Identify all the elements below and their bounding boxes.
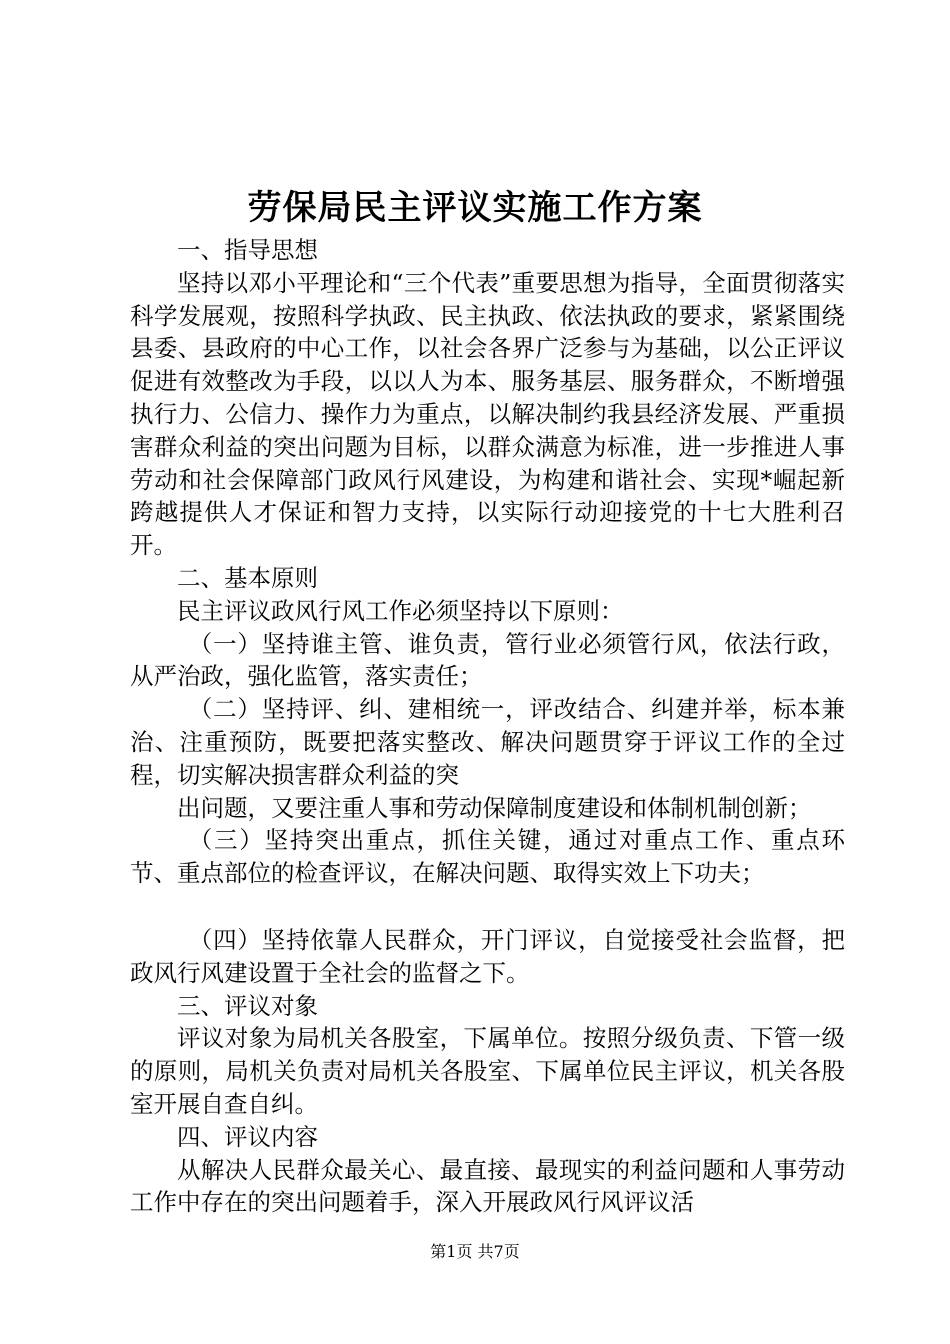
document-title: 劳保局民主评议实施工作方案: [247, 188, 703, 228]
paragraph-gap: [130, 890, 845, 924]
principle-item-3: （三）坚持突出重点，抓住关键，通过对重点工作、重点环节、重点部位的检查评议，在解决问题、取得实效上下功夫；: [130, 826, 845, 888]
section-heading-basic-principles: 二、基本原则: [177, 563, 318, 592]
principle-item-2: （二）坚持评、纠、建相统一，评改结合、纠建并举，标本兼治、注重预防，既要把落实整改、解决问题贯穿于评议工作的全过程，切实解决损害群众利益的突: [130, 695, 845, 789]
paragraph-principles-intro: 民主评议政风行风工作必须坚持以下原则：: [177, 596, 624, 625]
section-heading-guiding-ideology: 一、指导思想: [177, 236, 318, 264]
principle-item-2-continued: 出问题，又要注重人事和劳动保障制度建设和体制机制创新；: [177, 793, 812, 822]
principle-item-4: （四）坚持依靠人民群众，开门评议，自觉接受社会监督，把政风行风建设置于全社会的监督之下。: [130, 925, 845, 987]
section-heading-evaluation-targets: 三、评议对象: [177, 991, 318, 1020]
principle-item-1: （一）坚持谁主管、谁负责，管行业必须管行风，依法行政，从严治政，强化监管，落实责任；: [130, 629, 845, 691]
document-body: [130, 234, 845, 1219]
page-number-footer: 第1页 共7页: [430, 1242, 520, 1261]
paragraph-evaluation-content: 从解决人民群众最关心、最直接、最现实的利益问题和人事劳动工作中存在的突出问题着手，深入开展政风行风评议活: [130, 1155, 845, 1217]
section-heading-evaluation-content: 四、评议内容: [177, 1122, 318, 1151]
paragraph-guiding-ideology: 坚持以邓小平理论和“三个代表”重要思想为指导，全面贯彻落实科学发展观，按照科学执政、民主执政、依法执政的要求，紧紧围绕县委、县政府的中心工作，以社会各界广泛参与为基础，以公正评议促进有效整改为手段，以以人为本、服务基层、服务群众，不断增强执行力、公信力、操作力为重点，以解决制约我县经济发展、严重损害群众利益的突出问题为目标，以群众满意为标准，进一步推进人事劳动和社会保障部门政风行风建设，为构建和谐社会、实现*崛起新跨越提供人才保证和智力支持，以实际行动迎接党的十七大胜利召开。: [130, 268, 845, 560]
paragraph-evaluation-targets: 评议对象为局机关各股室，下属单位。按照分级负责、下管一级的原则，局机关负责对局机关各股室、下属单位民主评议，机关各股室开展自查自纠。: [130, 1024, 845, 1118]
